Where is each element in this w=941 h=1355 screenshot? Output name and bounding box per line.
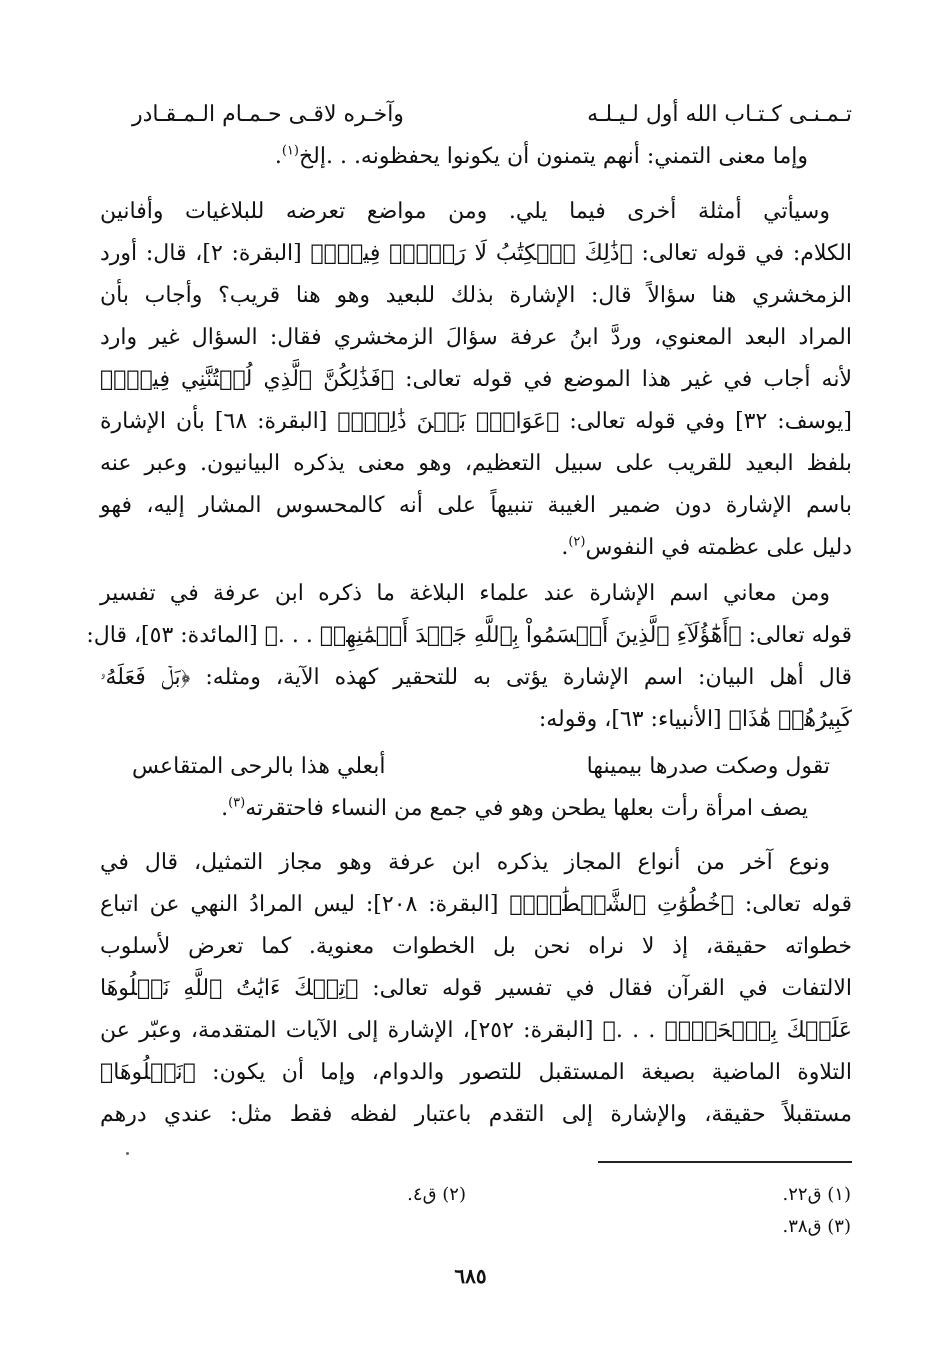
text-line: خطواته حقيقة، إذ لا نراه نحن بل الخطوات معنوية. كما تعرض لأسلوب [100,934,852,959]
footnote-marker: (١) [281,143,299,159]
text-line: قوله تعالى: ﴿أَهَٰٓؤُلَآءِ ٱلَّذِينَ أَقۡسَمُواْ بِٱللَّهِ جَهۡدَ أَيۡمَٰنِهِمۡ . . .﴾ [المائدة: ٥٣]، قال: [86,623,852,648]
main-text [86,0,853,1160]
text-line: [يوسف: ٣٢] وفي قوله تعالى: ﴿عَوَانُۢ بَيۡنَ ذَٰلِكَۖ﴾ [البقرة: ٦٨] بأن الإشارة [100,409,852,434]
text-line: قوله تعالى: ﴿خُطُوَٰتِ ٱلشَّيۡطَٰنِۚ﴾ [البقرة: ٢٠٨]: ليس المرادُ النهي عن اتباع [100,892,852,917]
text-line: التلاوة الماضية بصيغة المستقبل للتصور والدوام، وإما أن يكون: ﴿نَتۡلُوهَا﴾ [100,1060,852,1085]
text-line: يصف امرأة رأت بعلها يطحن وهو في جمع من النساء فاحتقرته$^{(٣)}$. [221,795,808,821]
text-line: باسم الإشارة دون ضمير الغيبة تنبيهاً على أنه كالمحسوس المشار إليه، فهو [100,493,852,518]
footnote-2: (٢) ق٤. [407,1184,466,1205]
text-line: وسيأتي أمثلة أخرى فيما يلي. ومن مواضع تعرضه للبلاغيات وأفانين [100,199,830,224]
page-number: ٦٨٥ [454,1264,487,1288]
text-line: الكلام: في قوله تعالى: ﴿ذَٰلِكَ ٱلۡكِتَٰبُ لَا رَيۡبَۛ فِيهِۛ﴾ [البقرة: ٢]، قال: أورد [100,241,852,266]
footnote-separator [598,1161,852,1163]
text-line: المراد البعد المعنوي، وردَّ ابنُ عرفة سؤالَ الزمخشري فقال: السؤال غير وارد [100,325,852,350]
text-line: دليل على عظمته في النفوس$^{(٢)}$. [561,534,852,560]
text-line: بلفظ البعيد للقريب على سبيل التعظيم، وهو معنى يذكره البيانيون. وعبر عنه [100,451,853,476]
text-line: قال أهل البيان: اسم الإشارة يؤتى به للتحقير كهذه الآية، ومثله: ﴿بَلۡ فَعَلَهُۥ [100,665,852,690]
footnote-marker: (٢) [568,534,586,550]
text-line: لأنه أجاب في غير هذا الموضع في قوله تعالى: ﴿فَذَٰلِكُنَّ ٱلَّذِي لُمۡتُنَّنِي فِيهِۖ﴾ [100,367,852,392]
verse-1-first-hemistich: تـمـنـى كـتـاب الله أول لـيـلـه [587,102,852,127]
text-line: الالتفات في القرآن فقال في تفسير قوله تعالى: ﴿تِلۡكَ ءَايَٰتُ ٱللَّهِ نَتۡلُوهَا [100,976,852,1001]
footnote-1: (١) ق٢٢. [782,1184,851,1205]
footnote-3: (٣) ق٣٨. [782,1216,851,1237]
text-line: الزمخشري هنا سؤالاً قال: الإشارة بذلك للبعيد وهو هنا قريب؟ وأجاب بأن [100,283,852,308]
verse-2-second-hemistich: أبعلي هذا بالرحى المتقاعس [132,754,386,779]
text-line: كَبِيرُهُمۡ هَٰذَا﴾ [الأنبياء: ٦٣]، وقوله: [538,707,852,732]
verse-2-first-hemistich: تقول وصكت صدرها بيمينها [586,754,830,779]
footnote-marker: (٣) [228,795,246,811]
text-line: ونوع آخر من أنواع المجاز يذكره ابن عرفة وهو مجاز التمثيل، قال في [100,850,830,875]
text-line: مستقبلاً حقيقة، والإشارة إلى التقدم باعتبار لفظه فقط مثل: عندي درهم [100,1102,852,1127]
text-line: وإما معنى التمني: أنهم يتمنون أن يكونوا يحفظونه. . .إلخ$^{(١)}$. [274,143,808,169]
text-line: ومن معاني اسم الإشارة عند علماء البلاغة ما ذكره ابن عرفة في تفسير [100,581,830,606]
verse-1-second-hemistich: وآخـره لاقـى حـمـام الـمـقـادر [132,102,404,127]
scan-speck [126,1152,129,1155]
text-line: عَلَيۡكَ بِٱلۡحَقِّۚ . . .﴾ [البقرة: ٢٥٢]، الإشارة إلى الآيات المتقدمة، وعبّر عن [100,1018,852,1043]
